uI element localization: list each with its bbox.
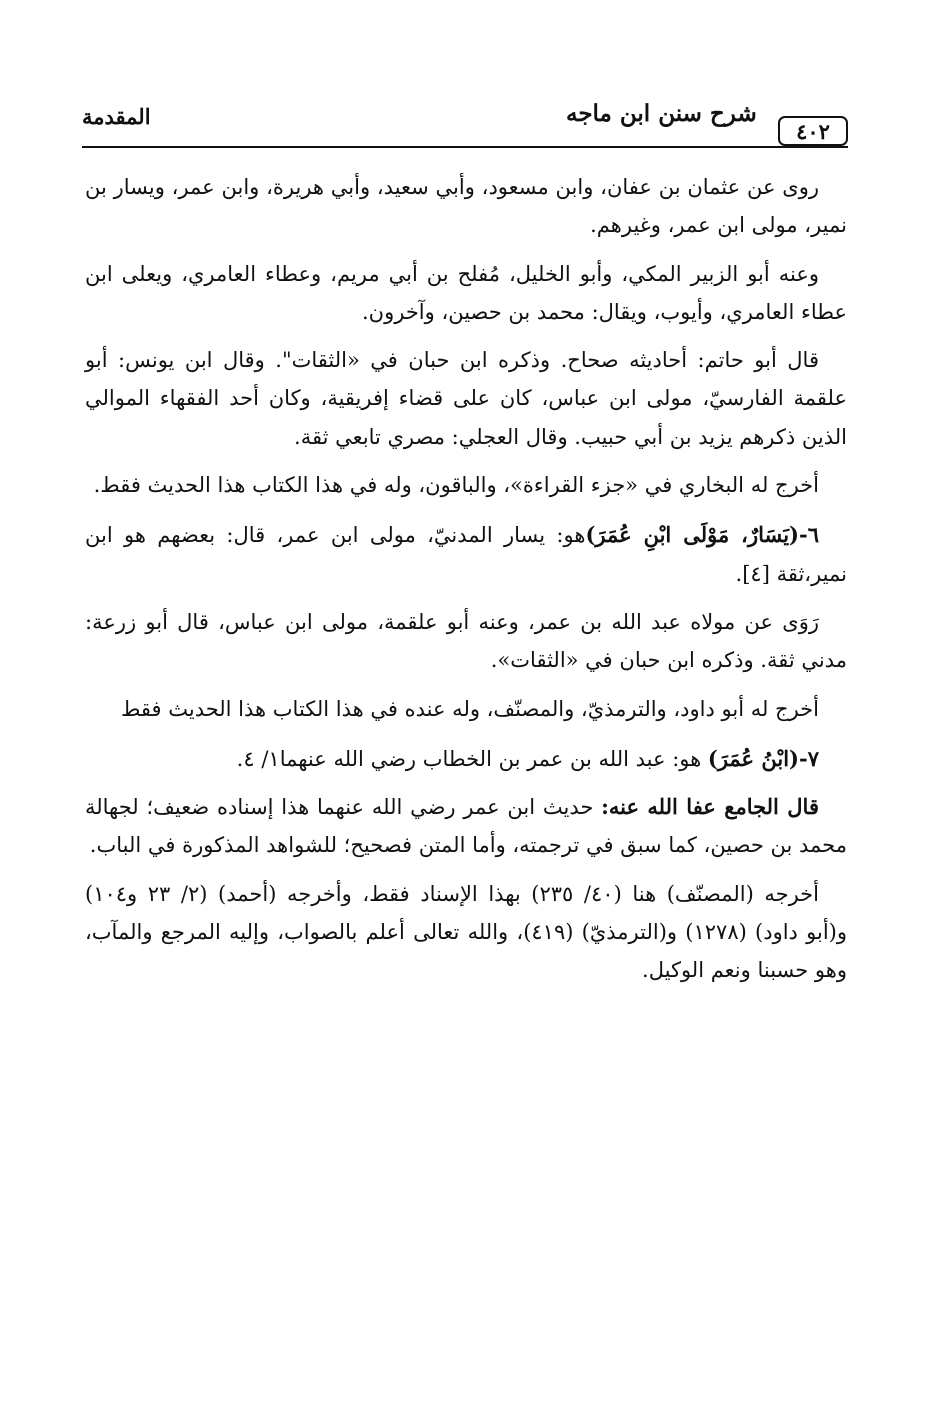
narrator-name: ٧-(ابْنُ عُمَرَ) xyxy=(707,745,819,771)
paragraph xyxy=(85,168,847,245)
paragraph xyxy=(85,603,847,680)
paragraph-text: هو: يسار المدنيّ، مولى ابن عمر، قال: بعضهم هو ابن نمير،ثقة [٤]. xyxy=(85,523,847,586)
narrator-name: ٦-(يَسَارٌ، مَوْلَى ابْنِ عُمَرَ) xyxy=(585,522,819,548)
page-body xyxy=(85,168,847,1000)
paragraph-text: حديث ابن عمر رضي الله عنهما هذا إسناده ضعيف؛ لجهالة محمد بن حصين، كما سبق في ترجمته، وأما المتن فصحيح؛ للشواهد المذكورة في الباب. xyxy=(85,795,847,858)
paragraph xyxy=(85,690,847,728)
paragraph-text: رَوَى عن مولاه عبد الله بن عمر، وعنه أبو علقمة، مولى ابن عباس، قال أبو زرعة: مدني ثقة. وذكره ابن حبان في «الثقات». xyxy=(85,609,847,673)
paragraph xyxy=(85,875,847,990)
page-number-box xyxy=(778,116,848,146)
paragraph-text: قال أبو حاتم: أحاديثه صحاح. وذكره ابن حبان في «الثقات". وقال ابن يونس: أبو علقمة الفارسيّ، مولى ابن عباس، كان على قضاء إفريقية، وكان أحد الفقهاء الموالي الذين ذكرهم يزيد بن أبي حبيب. وقال العجلي: مصري تابعي ثقة. xyxy=(85,348,847,449)
book-title: شرح سنن ابن ماجه xyxy=(566,100,757,127)
page-number: ٤٠٢ xyxy=(796,118,830,144)
paragraph xyxy=(85,341,847,456)
section-title: المقدمة xyxy=(82,104,151,129)
paragraph xyxy=(85,255,847,332)
paragraph-text: هو: عبد الله بن عمر بن الخطاب رضي الله عنهما١/ ٤. xyxy=(236,746,708,771)
paragraph-text: روى عن عثمان بن عفان، وابن مسعود، وأبي سعيد، وأبي هريرة، وابن عمر، ويسار بن نمير، مولى ابن عمر، وغيرهم. xyxy=(85,175,847,238)
compiler-note-lead: قال الجامع عفا الله عنه: xyxy=(601,794,819,820)
header-rule xyxy=(82,146,848,148)
paragraph-text: أخرج له أبو داود، والترمذيّ، والمصنّف، وله عنده في هذا الكتاب هذا الحديث فقط xyxy=(120,696,819,721)
paragraph-text: أخرجه (المصنّف) هنا (٤٠/ ٢٣٥) بهذا الإسناد فقط، وأخرجه (أحمد) (٢/ ٢٣ و١٠٤) و(أبو داود) (١٢٧٨) و(الترمذيّ) (٤١٩)، والله تعالى أعلم بالصواب، وإليه المرجع والمآب، وهو حسبنا ونعم الوكيل. xyxy=(85,881,847,983)
paragraph-text: أخرج له البخاري في «جزء القراءة»، والباقون، وله في هذا الكتاب هذا الحديث فقط. xyxy=(93,473,819,498)
paragraph xyxy=(85,788,847,865)
paragraph-text: وعنه أبو الزبير المكي، وأبو الخليل، مُفلح بن أبي مريم، وعطاء العامري، ويعلى ابن عطاء العامري، وأيوب، ويقال: محمد بن حصين، وآخرون. xyxy=(85,261,847,324)
narrator-entry xyxy=(85,516,847,593)
narrator-entry xyxy=(85,740,847,778)
paragraph xyxy=(85,466,847,504)
page-header xyxy=(82,96,848,148)
